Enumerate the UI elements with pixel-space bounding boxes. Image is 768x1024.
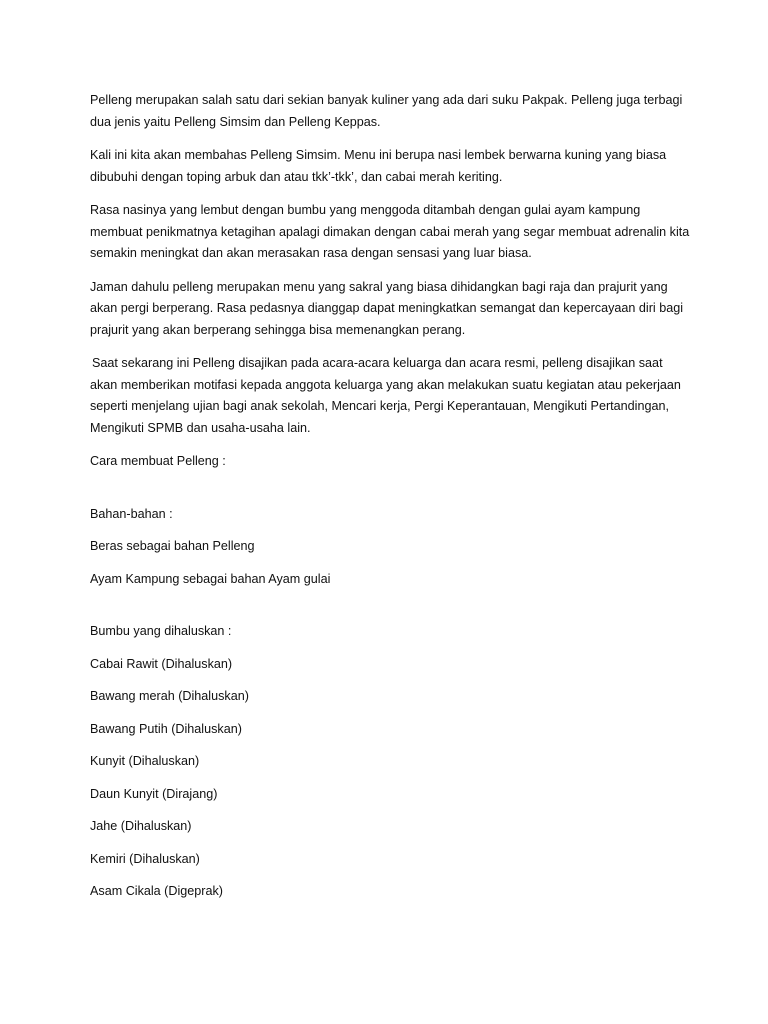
paragraph-jaman-dahulu: Jaman dahulu pelleng merupakan menu yang sakral yang biasa dihidangkan bagi raja dan prajurit yang akan pergi berperang. Rasa pedasnya dianggap dapat meningkatkan semangat dan kepercayaan diri bagi prajurit yang akan berperang sehingga bisa memenangkan perang. — [90, 279, 684, 337]
bumbu-item: Kunyit (Dihaluskan) — [90, 754, 200, 768]
heading-bahan: Bahan-bahan : — [90, 506, 173, 521]
bumbu-item: Jahe (Dihaluskan) — [90, 819, 192, 833]
bumbu-item: Cabai Rawit (Dihaluskan) — [90, 656, 233, 671]
document-content — [90, 90, 690, 914]
paragraph-saat-sekarang: Saat sekarang ini Pelleng disajikan pada acara-acara keluarga dan acara resmi, pelleng disajikan saat akan memberikan motifasi kepada anggota keluarga yang akan melakukan suatu kegiatan atau pekerjaan seperti menjelang ujian bagi anak sekolah, Mencari kerja, Pergi Keperantauan, Mengikuti Pertandingan, Mengikuti SPMB dan usaha-usaha lain. — [90, 356, 681, 435]
paragraph-simsim: Kali ini kita akan membahas Pelleng Simsim. Menu ini berupa nasi lembek berwarna kuning yang biasa dibubuhi dengan toping arbuk dan atau tkk’-tkk’, dan cabai merah keriting. — [90, 148, 667, 184]
bumbu-item: Kemiri (Dihaluskan) — [90, 851, 200, 866]
heading-bumbu: Bumbu yang dihaluskan : — [90, 624, 232, 638]
paragraph-rasa: Rasa nasinya yang lembut dengan bumbu yang menggoda ditambah dengan gulai ayam kampung membuat penikmatnya ketagihan apalagi dimakan dengan cabai merah yang segar membuat adrenalin kita semakin meningkat dan akan merasakan rasa dengan sensasi yang luar biasa. — [90, 203, 690, 260]
heading-cara-membuat: Cara membuat Pelleng : — [90, 454, 226, 468]
spacer — [90, 484, 690, 504]
bumbu-item: Daun Kunyit (Dirajang) — [90, 786, 218, 801]
bumbu-item: Bawang Putih (Dihaluskan) — [90, 721, 242, 736]
bumbu-item: Asam Cikala (Digeprak) — [90, 884, 223, 898]
bumbu-item: Bawang merah (Dihaluskan) — [90, 689, 249, 703]
bahan-item-ayam: Ayam Kampung sebagai bahan Ayam gulai — [90, 571, 331, 586]
spacer — [90, 601, 690, 621]
bahan-item-beras: Beras sebagai bahan Pelleng — [90, 539, 255, 553]
paragraph-intro: Pelleng merupakan salah satu dari sekian banyak kuliner yang ada dari suku Pakpak. Pelleng juga terbagi dua jenis yaitu Pelleng Simsim dan Pelleng Keppas. — [90, 93, 683, 129]
